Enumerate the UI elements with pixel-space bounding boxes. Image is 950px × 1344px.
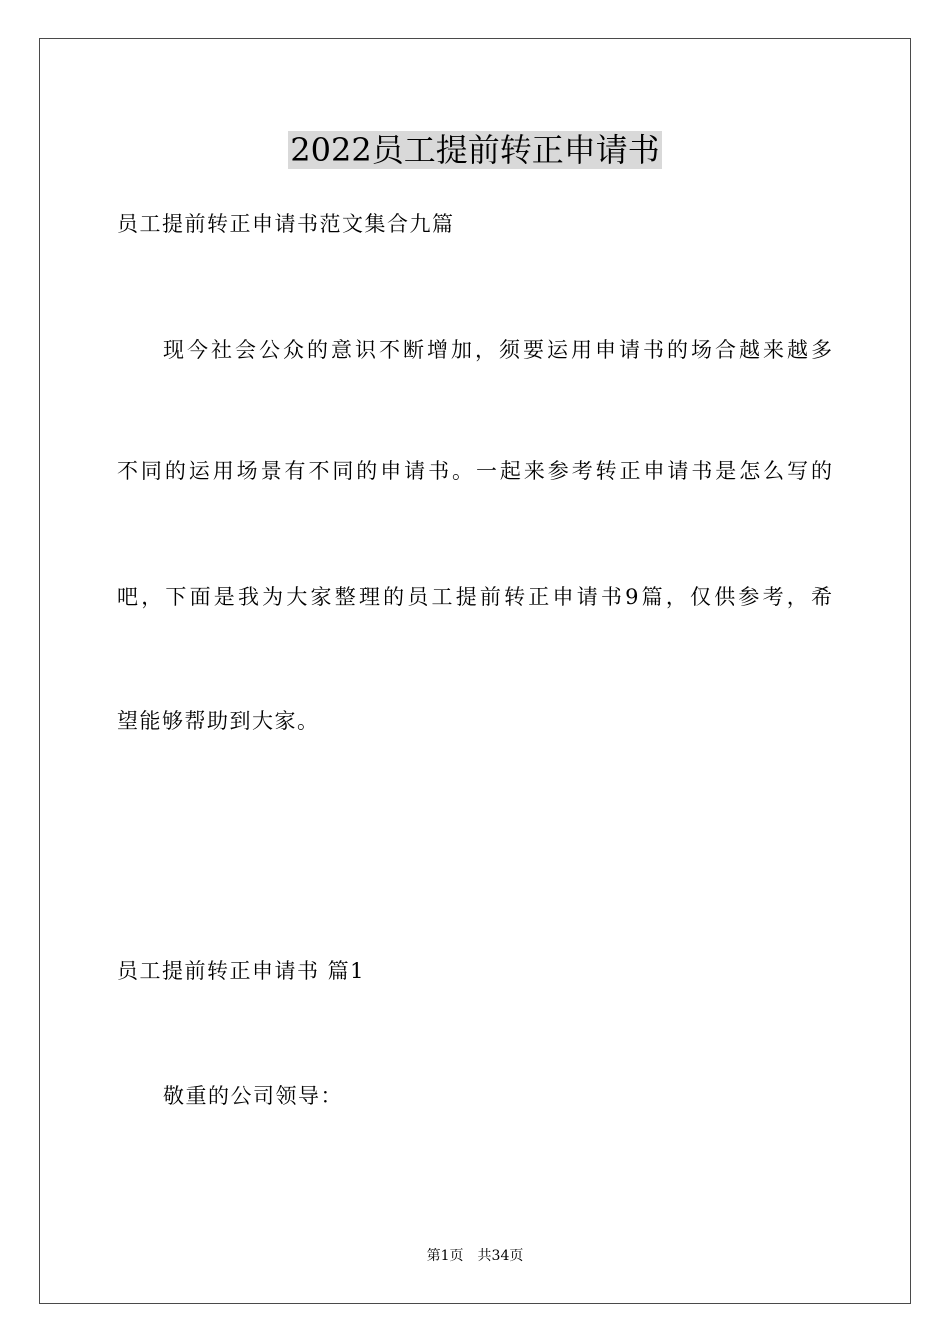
document-title-text: 2022员工提前转正申请书 [290,131,660,169]
document-subtitle: 员工提前转正申请书范文集合九篇 [117,212,455,236]
intro-line-1: 现今社会公众的意识不断增加，须要运用申请书的场合越来越多 [163,338,832,362]
intro-line-4: 望能够帮助到大家。 [117,709,320,733]
salutation: 敬重的公司领导： [163,1084,343,1108]
section-heading: 员工提前转正申请书 篇1 [117,959,366,983]
intro-line-2: 不同的运用场景有不同的申请书。一起来参考转正申请书是怎么写的 [117,459,832,483]
intro-line-3: 吧，下面是我为大家整理的员工提前转正申请书9篇，仅供参考，希 [117,585,832,609]
page-footer: 第1页 共34页 [426,1248,524,1264]
document-title [0,128,950,172]
